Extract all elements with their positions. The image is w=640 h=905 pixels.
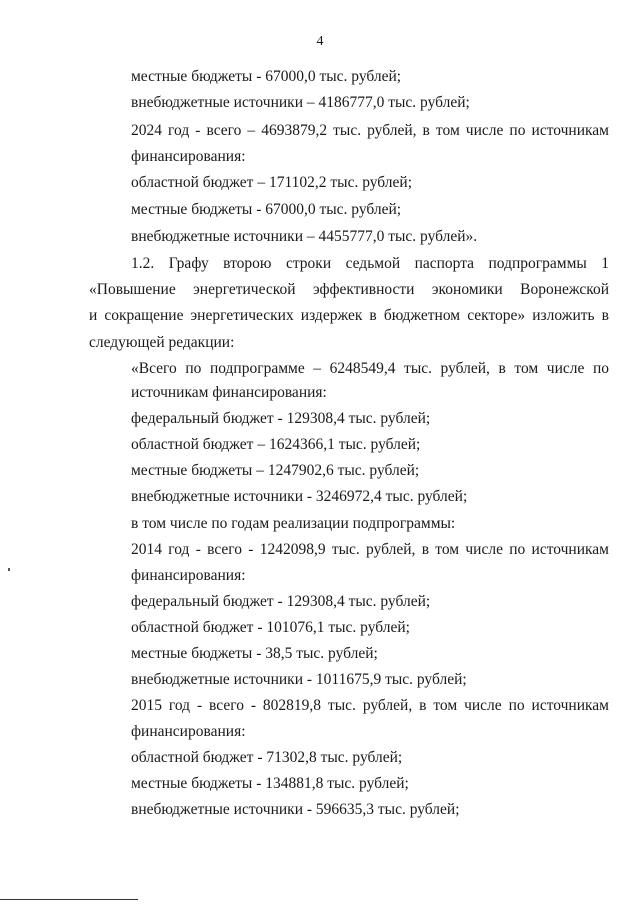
text-line: источникам финансирования: (131, 384, 327, 401)
text-line: местные бюджеты - 38,5 тыс. рублей; (131, 645, 378, 662)
text-line: внебюджетные источники – 4186777,0 тыс. рублей; (131, 94, 470, 111)
text-line: 1.2. Графу второю строки седьмой паспорта подпрограммы 1 (131, 255, 609, 272)
text-line: «Повышение энергетической эффективности экономики Воронежской (89, 281, 609, 298)
text-line: местные бюджеты - 67000,0 тыс. рублей; (131, 68, 402, 85)
text-line: 2014 год - всего - 1242098,9 тыс. рублей, в том числе по источникам (131, 541, 609, 558)
text-line: 2024 год - всего – 4693879,2 тыс. рублей, в том числе по источникам (131, 122, 609, 139)
text-line: внебюджетные источники – 4455777,0 тыс. рублей». (131, 228, 478, 245)
text-line: внебюджетные источники - 3246972,4 тыс. рублей; (131, 488, 468, 505)
text-line: внебюджетные источники - 596635,3 тыс. рублей; (131, 801, 460, 818)
text-line: местные бюджеты - 134881,8 тыс. рублей; (131, 775, 409, 792)
text-line: в том числе по годам реализации подпрограммы: (131, 515, 456, 532)
text-line: финансирования: (131, 567, 246, 584)
text-line: областной бюджет – 171102,2 тыс. рублей; (131, 174, 413, 191)
text-line: финансирования: (131, 148, 246, 165)
text-line: федеральный бюджет - 129308,4 тыс. рублей; (131, 593, 431, 610)
text-line: следующей редакции: (89, 334, 235, 351)
page-number: 4 (316, 34, 324, 49)
scan-mark (8, 568, 10, 571)
text-line: областной бюджет - 101076,1 тыс. рублей; (131, 619, 410, 636)
text-line: местные бюджеты - 67000,0 тыс. рублей; (131, 201, 402, 218)
text-line: финансирования: (131, 723, 246, 740)
text-line: «Всего по подпрограмме – 6248549,4 тыс. рублей, в том числе по (131, 360, 609, 377)
text-line: и сокращение энергетических издержек в бюджетном секторе» изложить в (89, 307, 609, 324)
text-line: областной бюджет – 1624366,1 тыс. рублей; (131, 436, 421, 453)
text-line: федеральный бюджет - 129308,4 тыс. рублей; (131, 410, 431, 427)
text-line: 2015 год - всего - 802819,8 тыс. рублей, в том числе по источникам (131, 697, 609, 714)
text-line: местные бюджеты – 1247902,6 тыс. рублей; (131, 462, 420, 479)
text-line: областной бюджет - 71302,8 тыс. рублей; (131, 749, 403, 766)
text-line: внебюджетные источники - 1011675,9 тыс. рублей; (131, 671, 467, 688)
footer-rule (0, 899, 138, 900)
